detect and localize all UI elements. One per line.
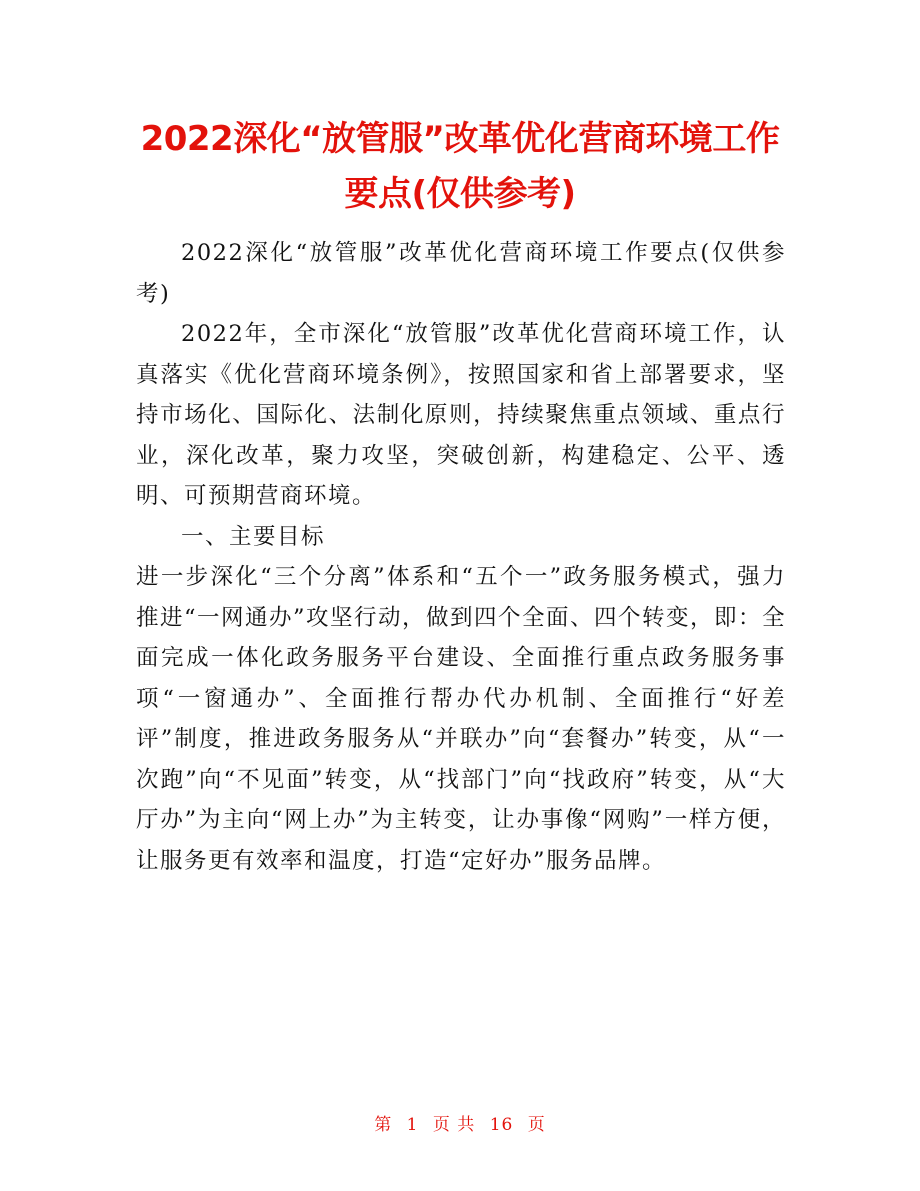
section-heading-main-goals: 一、主要目标 (181, 523, 326, 550)
overview-paragraph: 2022年，全市深化“放管服”改革优化营商环境工作，认真落实《优化营商环境条例》，按照国家和省上部署要求，坚持市场化、国际化、法制化原则，持续聚焦重点领域、重点行业，深化改革，聚力攻坚，突破创新，构建稳定、公平、透明、可预期营商环境。 (136, 321, 786, 509)
footer-total-pages: 16 (489, 1115, 514, 1135)
footer-prefix: 第 (374, 1115, 393, 1135)
footer-current-page: 1 (406, 1115, 419, 1135)
main-goals-paragraph: 进一步深化“三个分离”体系和“五个一”政务服务模式，强力推进“一网通办”攻坚行动，做到四个全面、四个转变，即：全面完成一体化政务服务平台建设、全面推行重点政务服务事项“一窗通办”、全面推行帮办代办机制、全面推行“好差评”制度，推进政务服务从“并联办”向“套餐办”转变，从“一次跑”向“不见面”转变，从“找部门”向“找政府”转变，从“大厅办”为主向“网上办”为主转变，让办事像“网购”一样方便，让服务更有效率和温度，打造“定好办”服务品牌。 (136, 564, 787, 874)
page-footer (0, 1110, 920, 1135)
document-body (136, 233, 786, 881)
footer-mid: 页 共 (432, 1115, 476, 1135)
intro-paragraph: 2022深化“放管服”改革优化营商环境工作要点(仅供参考) (136, 240, 786, 307)
footer-suffix: 页 (527, 1115, 546, 1135)
document-title: 2022深化“放管服”改革优化营商环境工作要点(仅供参考) (140, 119, 780, 214)
